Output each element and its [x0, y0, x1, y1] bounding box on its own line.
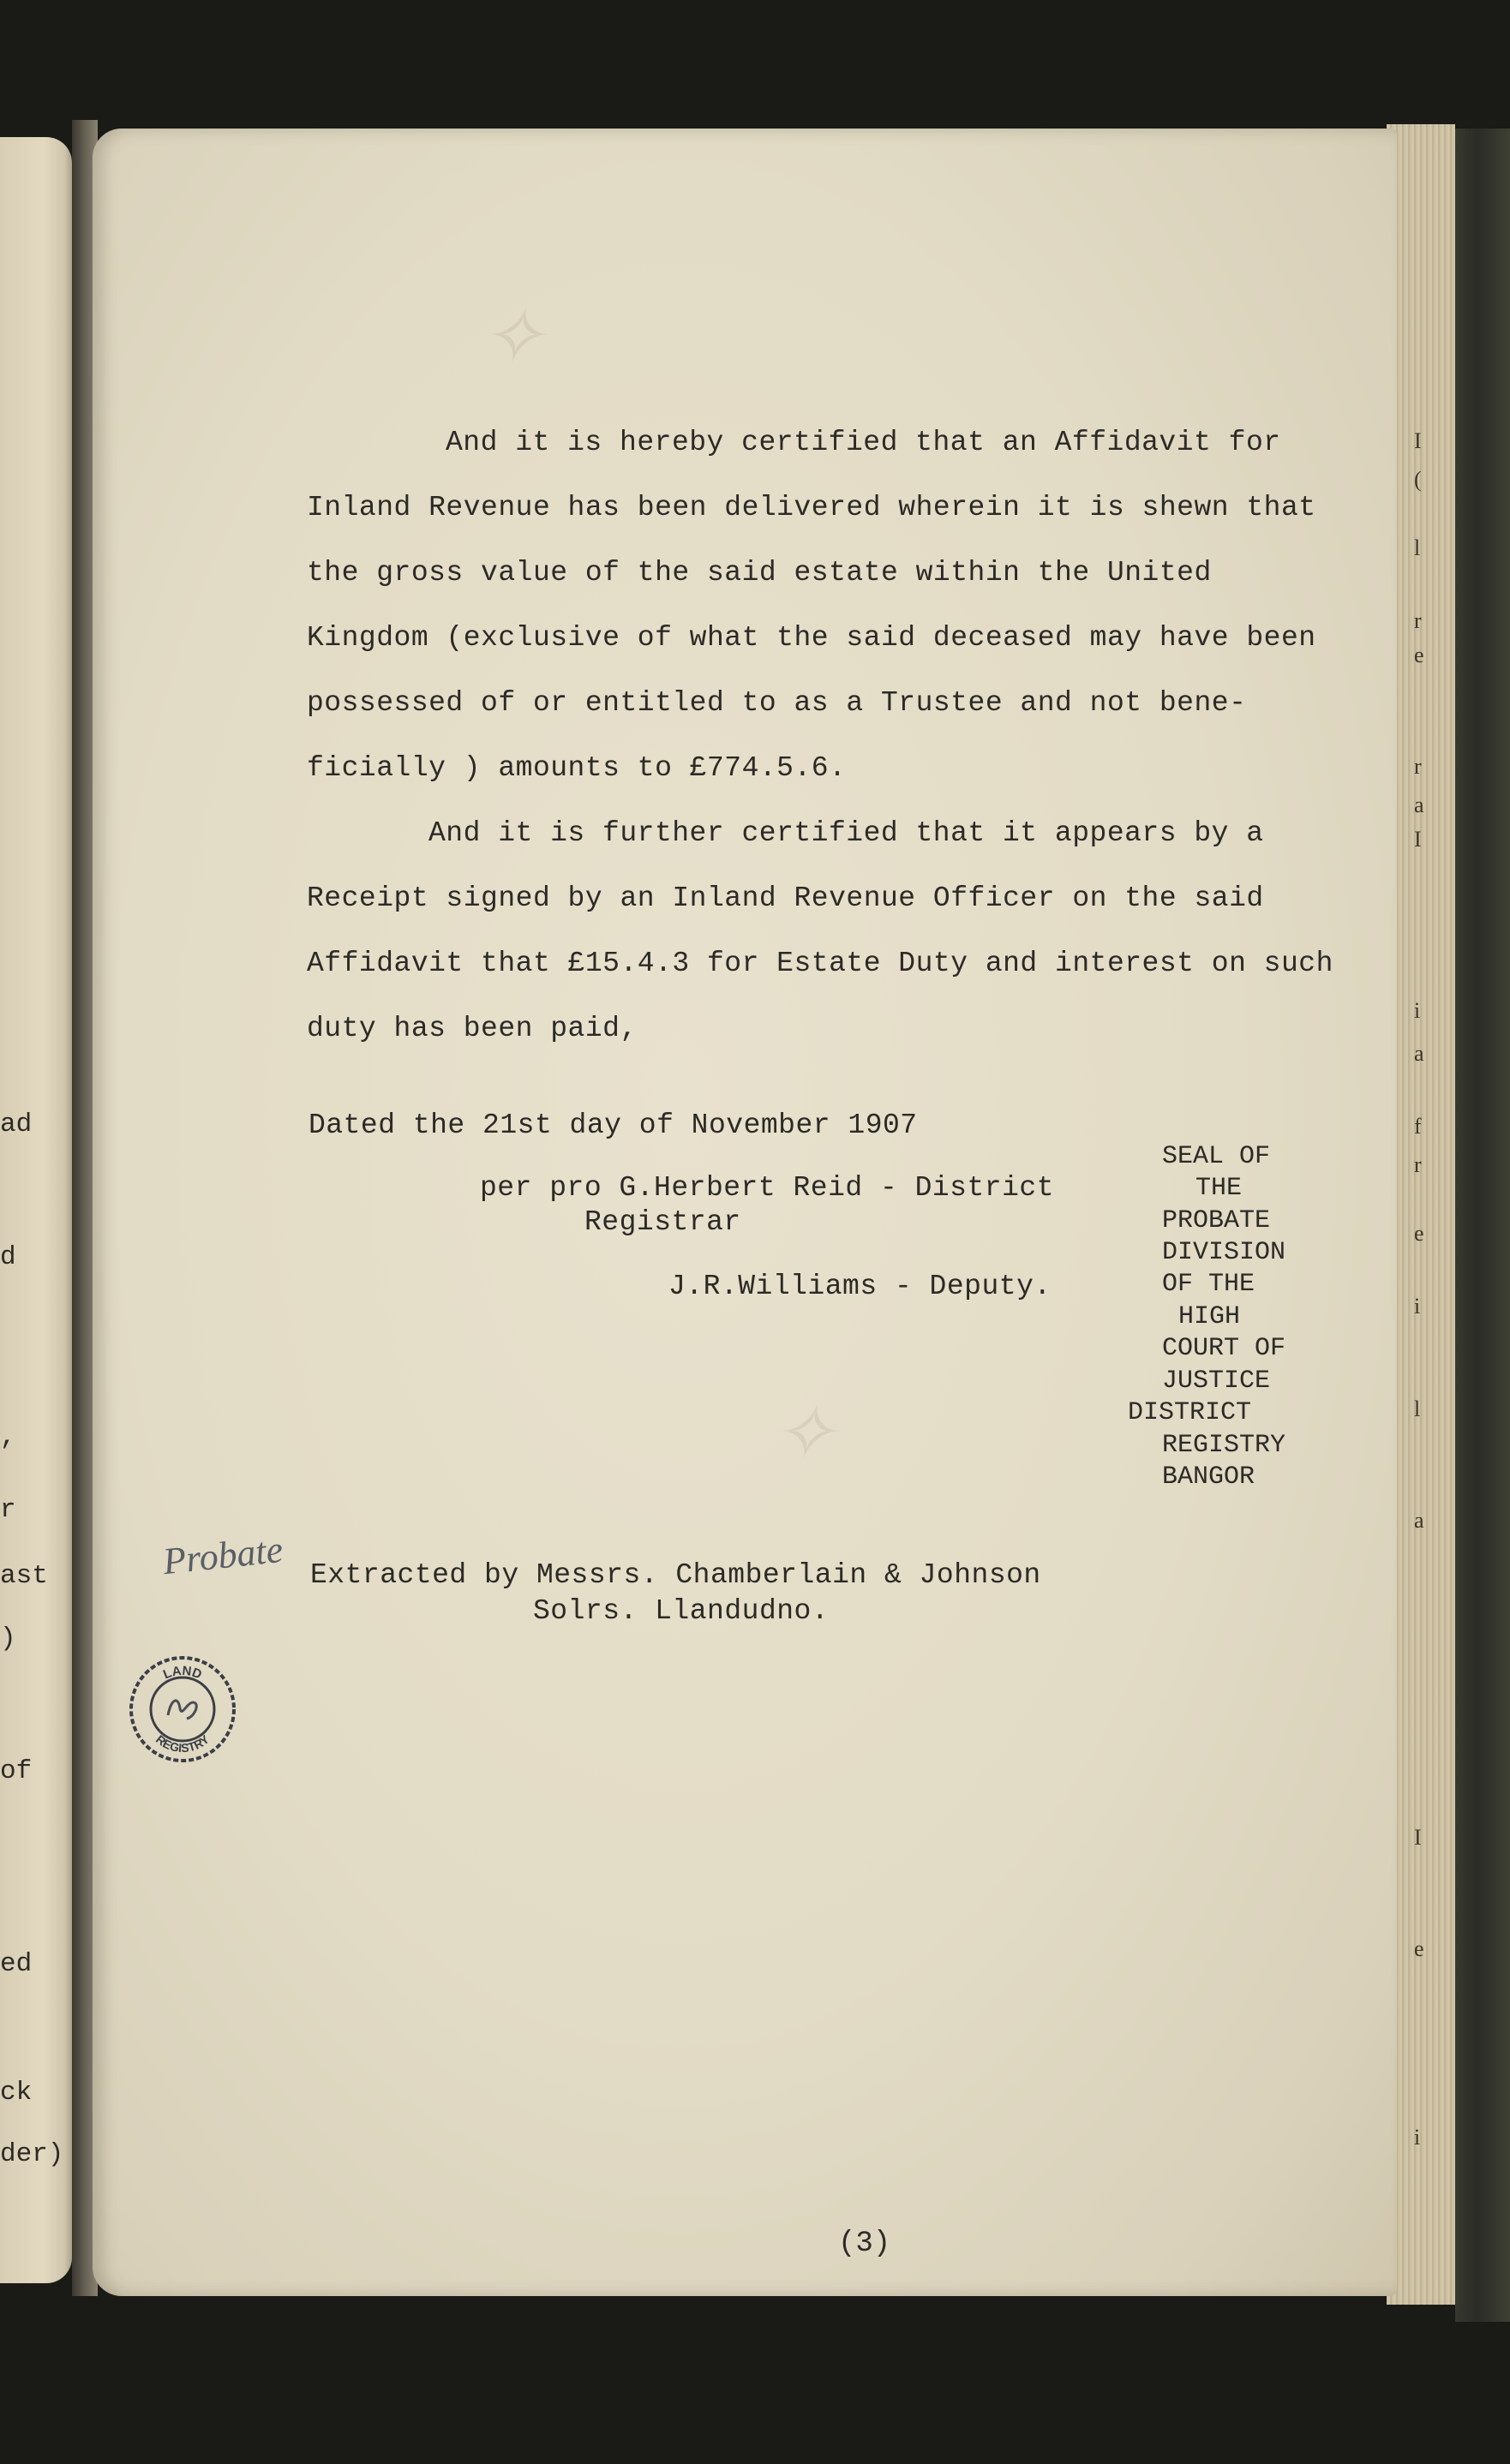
edge-glyph: r	[1414, 754, 1422, 779]
left-fragment: ck	[0, 2078, 33, 2108]
signatory-line: Registrar	[584, 1206, 741, 1238]
left-fragment: of	[0, 1756, 33, 1786]
dated-line: Dated the 21st day of November 1907	[309, 1109, 918, 1141]
edge-glyph: e	[1414, 643, 1424, 667]
edge-glyph: I	[1414, 827, 1422, 852]
signatory-line: per pro G.Herbert Reid - District	[480, 1172, 1055, 1204]
handwritten-probate-note: Probate	[160, 1528, 285, 1583]
stamp-scribble	[168, 1701, 196, 1719]
edge-glyph: a	[1414, 1508, 1424, 1533]
stamp-bottom-text: REGISTRY	[153, 1731, 213, 1755]
body-line: Kingdom (exclusive of what the said deceased may have been	[307, 622, 1316, 654]
body-line: the gross value of the said estate within the United	[307, 557, 1212, 589]
seal-line: THE	[1195, 1174, 1243, 1203]
left-fragment: )	[0, 1624, 16, 1654]
bleed-through: ✧	[771, 1391, 836, 1476]
edge-glyph: i	[1414, 998, 1421, 1023]
edge-glyph: I	[1414, 428, 1422, 453]
seal-line: DISTRICT	[1128, 1398, 1252, 1427]
bleed-through: ✧	[480, 295, 545, 380]
page-number: (3)	[838, 2228, 891, 2260]
book-cover-edge	[1455, 129, 1510, 2322]
edge-glyph: l	[1414, 535, 1421, 560]
body-line: possessed of or entitled to as a Trustee and not bene-	[307, 687, 1247, 719]
seal-line: DIVISION	[1162, 1238, 1286, 1267]
extracted-line: Solrs. Llandudno.	[533, 1595, 830, 1627]
edge-glyph: a	[1414, 1041, 1424, 1066]
seal-line: PROBATE	[1162, 1206, 1271, 1235]
edge-glyph: I	[1414, 1825, 1422, 1850]
extracted-line: Extracted by Messrs. Chamberlain & Johnson	[310, 1559, 1041, 1591]
left-fragment: ,	[0, 1422, 16, 1452]
left-fragment: ed	[0, 1949, 33, 1979]
edge-glyph: f	[1414, 1114, 1422, 1139]
seal-line: JUSTICE	[1162, 1367, 1271, 1396]
seal-line: BANGOR	[1162, 1462, 1255, 1492]
edge-glyph: e	[1414, 1221, 1424, 1246]
edge-glyph: r	[1414, 608, 1422, 633]
land-registry-stamp	[127, 1654, 238, 1765]
seal-line: COURT OF	[1162, 1334, 1286, 1363]
seal-line: REGISTRY	[1162, 1431, 1286, 1460]
edge-glyph: r	[1414, 1152, 1422, 1177]
body-line: Inland Revenue has been delivered wherein it is shewn that	[307, 492, 1316, 523]
edge-glyph: e	[1414, 1936, 1424, 1961]
body-line: And it is hereby certified that an Affidavit for	[446, 427, 1281, 458]
edge-glyph: i	[1414, 1294, 1421, 1319]
left-fragment: d	[0, 1242, 16, 1272]
seal-line: HIGH	[1178, 1302, 1241, 1331]
deputy-line: J.R.Williams - Deputy.	[668, 1271, 1052, 1302]
left-fragment: der)	[0, 2139, 64, 2169]
body-line: Receipt signed by an Inland Revenue Officer on the said	[307, 882, 1264, 914]
stamp-top-text: LAND	[161, 1663, 204, 1683]
left-fragment: r	[0, 1495, 16, 1525]
edge-glyph: l	[1414, 1396, 1421, 1421]
left-fragment: ad	[0, 1109, 33, 1139]
body-line: ficially ) amounts to £774.5.6.	[307, 752, 847, 784]
edge-glyph: i	[1414, 2125, 1421, 2150]
seal-line: OF THE	[1162, 1270, 1255, 1299]
edge-glyph: a	[1414, 792, 1424, 817]
edge-glyph: (	[1414, 467, 1422, 492]
svg-text:REGISTRY	[153, 1731, 213, 1755]
seal-line: SEAL OF	[1162, 1142, 1271, 1171]
svg-text:LAND	[161, 1664, 204, 1683]
body-line: Affidavit that £15.4.3 for Estate Duty and interest on such	[307, 948, 1333, 979]
body-line: duty has been paid,	[307, 1013, 638, 1044]
left-fragment: ast	[0, 1561, 48, 1591]
body-line: And it is further certified that it appears by a	[428, 817, 1264, 849]
